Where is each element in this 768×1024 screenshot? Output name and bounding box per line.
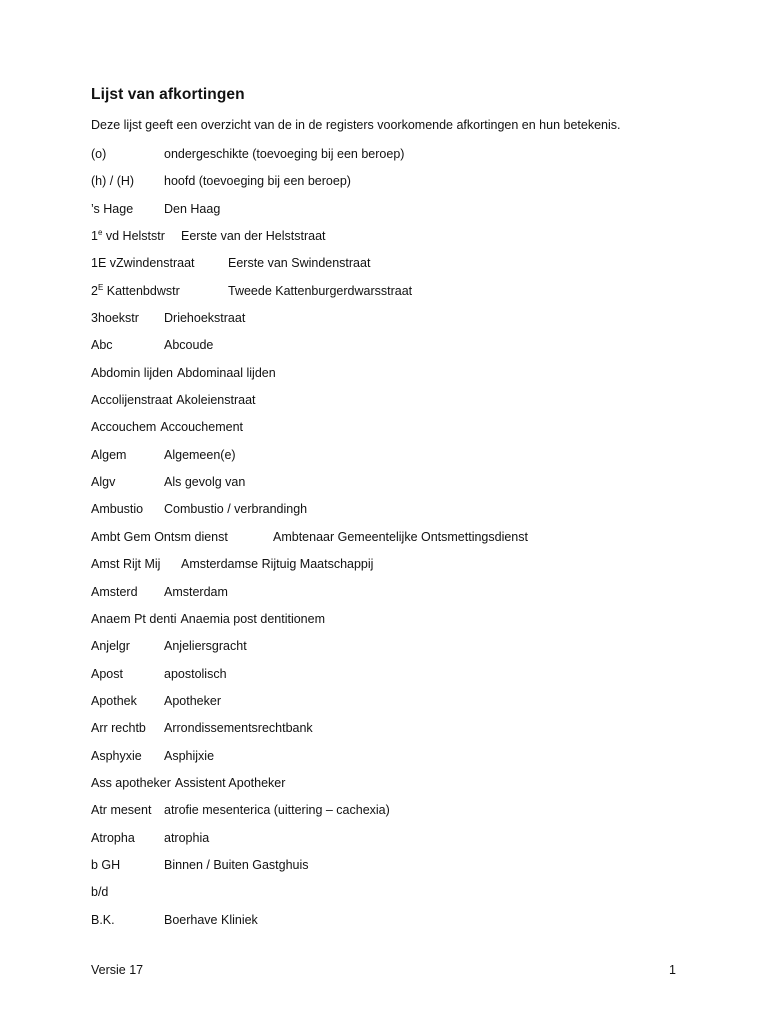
abbreviation: Arr rechtb <box>91 721 146 736</box>
meaning: Anjeliersgracht <box>164 639 247 654</box>
list-item <box>91 665 528 692</box>
abbreviation: Anjelgr <box>91 639 130 654</box>
page-title: Lijst van afkortingen <box>91 86 245 103</box>
list-item <box>91 747 528 774</box>
list-item <box>91 555 528 582</box>
meaning: Binnen / Buiten Gastghuis <box>164 857 309 872</box>
abbreviation: Atr mesent <box>91 803 152 818</box>
list-item <box>91 418 528 445</box>
abbreviation: Asphyxie <box>91 748 142 763</box>
abbreviation: Ambustio <box>91 502 144 517</box>
abbreviation: Apothek <box>91 693 137 708</box>
meaning: Als gevolg van <box>164 475 246 490</box>
list-item <box>91 391 528 418</box>
list-item <box>91 583 528 610</box>
list-item <box>91 801 528 828</box>
abbreviation: Ass apotheker <box>91 775 171 790</box>
abbreviation: Algv <box>91 475 116 490</box>
meaning: atrofie mesenterica (uittering – cachexia) <box>164 803 390 818</box>
abbreviation: Anaem Pt denti <box>91 611 177 626</box>
list-item <box>91 610 528 637</box>
meaning: Abcoude <box>164 338 214 353</box>
abbreviation <box>91 282 228 300</box>
meaning: Akoleienstraat <box>176 393 256 408</box>
abbreviation-superscript: E <box>97 282 104 292</box>
abbreviation: Algem <box>91 447 127 462</box>
list-item <box>91 692 528 719</box>
list-item <box>91 254 528 281</box>
abbreviation-rest: vd Helststr <box>102 229 165 244</box>
list-item <box>91 473 528 500</box>
abbreviation-superscript: e <box>97 228 103 238</box>
meaning: Asphijxie <box>164 748 215 763</box>
list-item <box>91 336 528 363</box>
abbreviation-rest: Kattenbdwstr <box>103 283 180 298</box>
list-item <box>91 528 528 555</box>
abbreviation: B.K. <box>91 912 115 927</box>
list-item <box>91 282 528 309</box>
abbreviation: Atropha <box>91 830 135 845</box>
list-item <box>91 829 528 856</box>
abbreviation-list <box>91 145 528 938</box>
abbreviation: Accolijenstraat <box>91 393 173 408</box>
abbreviation: Accouchem <box>91 420 157 435</box>
meaning: Driehoekstraat <box>164 311 246 326</box>
list-item <box>91 145 528 172</box>
abbreviation: (o) <box>91 147 107 161</box>
list-item <box>91 309 528 336</box>
list-item <box>91 172 528 199</box>
list-item <box>91 883 528 910</box>
abbreviation: Amsterd <box>91 584 138 599</box>
abbreviation: Apost <box>91 666 123 681</box>
list-item <box>91 200 528 227</box>
abbreviation <box>91 227 181 245</box>
meaning: Den Haag <box>164 201 221 216</box>
abbreviation-number: 2 <box>91 283 98 298</box>
abbreviation: 3hoekstr <box>91 311 139 326</box>
intro-text: Deze lijst geeft een overzicht van de in de registers voorkomende afkortingen en hun betekenis. <box>91 118 621 132</box>
meaning: Assistent Apotheker <box>174 775 286 790</box>
meaning: Accouchement <box>160 420 243 435</box>
abbreviation: Amst Rijt Mij <box>91 557 161 572</box>
list-item <box>91 500 528 527</box>
list-item <box>91 911 528 938</box>
list-item <box>91 719 528 746</box>
page-number: 1 <box>669 963 676 977</box>
meaning: Apotheker <box>164 693 221 708</box>
meaning: Anaemia post dentitionem <box>180 611 325 626</box>
abbreviation: Abc <box>91 338 113 353</box>
list-item <box>91 227 528 254</box>
footer-version: Versie 17 <box>91 963 144 977</box>
meaning: Boerhave Kliniek <box>164 912 258 927</box>
meaning: Arrondissementsrechtbank <box>164 721 313 736</box>
meaning: hoofd (toevoeging bij een beroep) <box>164 174 351 189</box>
list-item <box>91 637 528 664</box>
abbreviation: Abdomin lijden <box>91 365 173 380</box>
meaning: Abdominaal lijden <box>177 365 276 380</box>
meaning: ondergeschikte (toevoeging bij een beroep) <box>164 147 405 161</box>
list-item <box>91 364 528 391</box>
abbreviation: b/d <box>91 885 109 900</box>
meaning: Ambtenaar Gemeentelijke Ontsmettingsdienst <box>273 529 528 544</box>
meaning: atrophia <box>164 830 210 845</box>
meaning: Eerste van Swindenstraat <box>228 256 371 271</box>
abbreviation: b GH <box>91 857 121 872</box>
abbreviation: (h) / (H) <box>91 174 135 189</box>
meaning: Amsterdamse Rijtuig Maatschappij <box>181 557 374 572</box>
list-item <box>91 856 528 883</box>
meaning: Combustio / verbrandingh <box>164 502 308 517</box>
meaning: Tweede Kattenburgerdwarsstraat <box>228 283 413 298</box>
list-item <box>91 446 528 473</box>
abbreviation: 1E vZwindenstraat <box>91 256 195 271</box>
abbreviation: Ambt Gem Ontsm dienst <box>91 529 228 544</box>
meaning: Amsterdam <box>164 584 228 599</box>
meaning: Eerste van der Helststraat <box>181 229 326 244</box>
list-item <box>91 774 528 801</box>
meaning: Algemeen(e) <box>164 447 236 462</box>
meaning: apostolisch <box>164 666 227 681</box>
abbreviation-number: 1 <box>91 229 98 244</box>
abbreviation: ’s Hage <box>91 201 134 216</box>
